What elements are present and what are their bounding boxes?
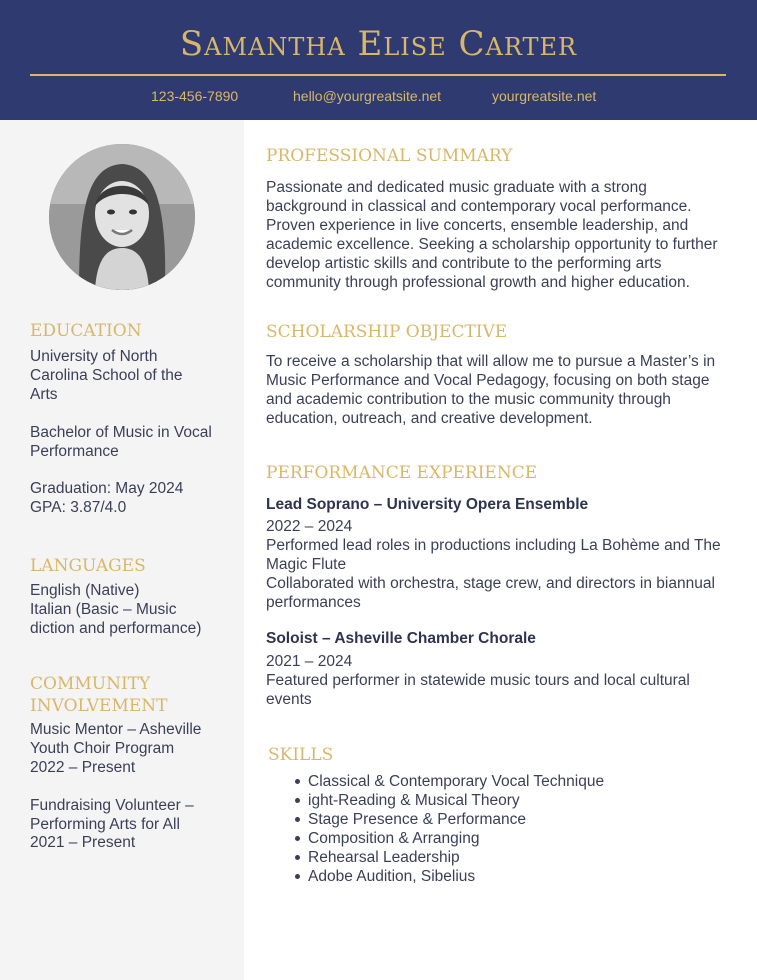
header-divider <box>30 74 726 76</box>
community-role: Music Mentor – Asheville Youth Choir Program <box>30 721 202 757</box>
community-dates: 2021 – Present <box>30 834 136 851</box>
skill-item: Stage Presence & Performance <box>290 810 604 829</box>
education-graduation: Graduation: May 2024 <box>30 480 184 497</box>
phone-number: 123-456-7890 <box>151 88 239 104</box>
education-school: University of North Carolina School of the Arts <box>30 348 183 403</box>
job-description: Performed lead roles in productions including La Bohème and The Magic Flute <box>266 537 721 573</box>
job-description: Featured performer in statewide music tours and local cultural events <box>266 672 690 708</box>
objective-text: To receive a scholarship that will allow me to pursue a Master’s in Music Performance and Vocal Pedagogy, focusing on both stage and academic contribution to the music community through education, outreach, and creative development. <box>266 353 716 427</box>
education-degree: Bachelor of Music in Vocal Performance <box>30 424 212 460</box>
experience-heading: PERFORMANCE EXPERIENCE <box>266 463 538 483</box>
objective-heading: SCHOLARSHIP OBJECTIVE <box>266 322 508 342</box>
language-item: Italian (Basic – Music diction and performance) <box>30 601 202 637</box>
job-title: Soloist – Asheville Chamber Chorale <box>266 630 536 647</box>
email-address: hello@yourgreatsite.net <box>293 88 442 104</box>
languages-heading: LANGUAGES <box>30 556 146 576</box>
language-item: English (Native) <box>30 582 140 599</box>
skill-item: Rehearsal Leadership <box>290 848 604 867</box>
job-description: Collaborated with orchestra, stage crew, and directors in biannual performances <box>266 575 715 611</box>
skill-item: Classical & Contemporary Vocal Technique <box>290 772 604 791</box>
community-role: Fundraising Volunteer – Performing Arts for All <box>30 797 194 833</box>
community-dates: 2022 – Present <box>30 759 136 776</box>
community-heading: COMMUNITY INVOLVEMENT <box>30 674 168 716</box>
job-title: Lead Soprano – University Opera Ensemble <box>266 496 589 513</box>
skills-heading: SKILLS <box>268 745 334 765</box>
candidate-name: Samantha Elise Carter <box>179 24 578 64</box>
resume-header <box>0 0 757 120</box>
skill-item: Adobe Audition, Sibelius <box>290 867 604 886</box>
profile-photo <box>49 144 195 290</box>
summary-heading: PROFESSIONAL SUMMARY <box>266 146 513 166</box>
skills-list <box>290 772 604 886</box>
summary-text: Passionate and dedicated music graduate with a strong background in classical and contemporary vocal performance. Proven experience in live concerts, ensemble leadership, and academic excellence. Seeking a scholarship opportunity to further develop artistic skills and contribute to the performing arts community through professional growth and higher education. <box>266 179 718 291</box>
job-dates: 2021 – 2024 <box>266 653 353 670</box>
job-dates: 2022 – 2024 <box>266 518 353 535</box>
skill-item: Composition & Arranging <box>290 829 604 848</box>
skill-item: ight-Reading & Musical Theory <box>290 791 604 810</box>
website-url: yourgreatsite.net <box>492 88 597 104</box>
education-heading: EDUCATION <box>30 321 142 341</box>
education-gpa: GPA: 3.87/4.0 <box>30 499 127 516</box>
